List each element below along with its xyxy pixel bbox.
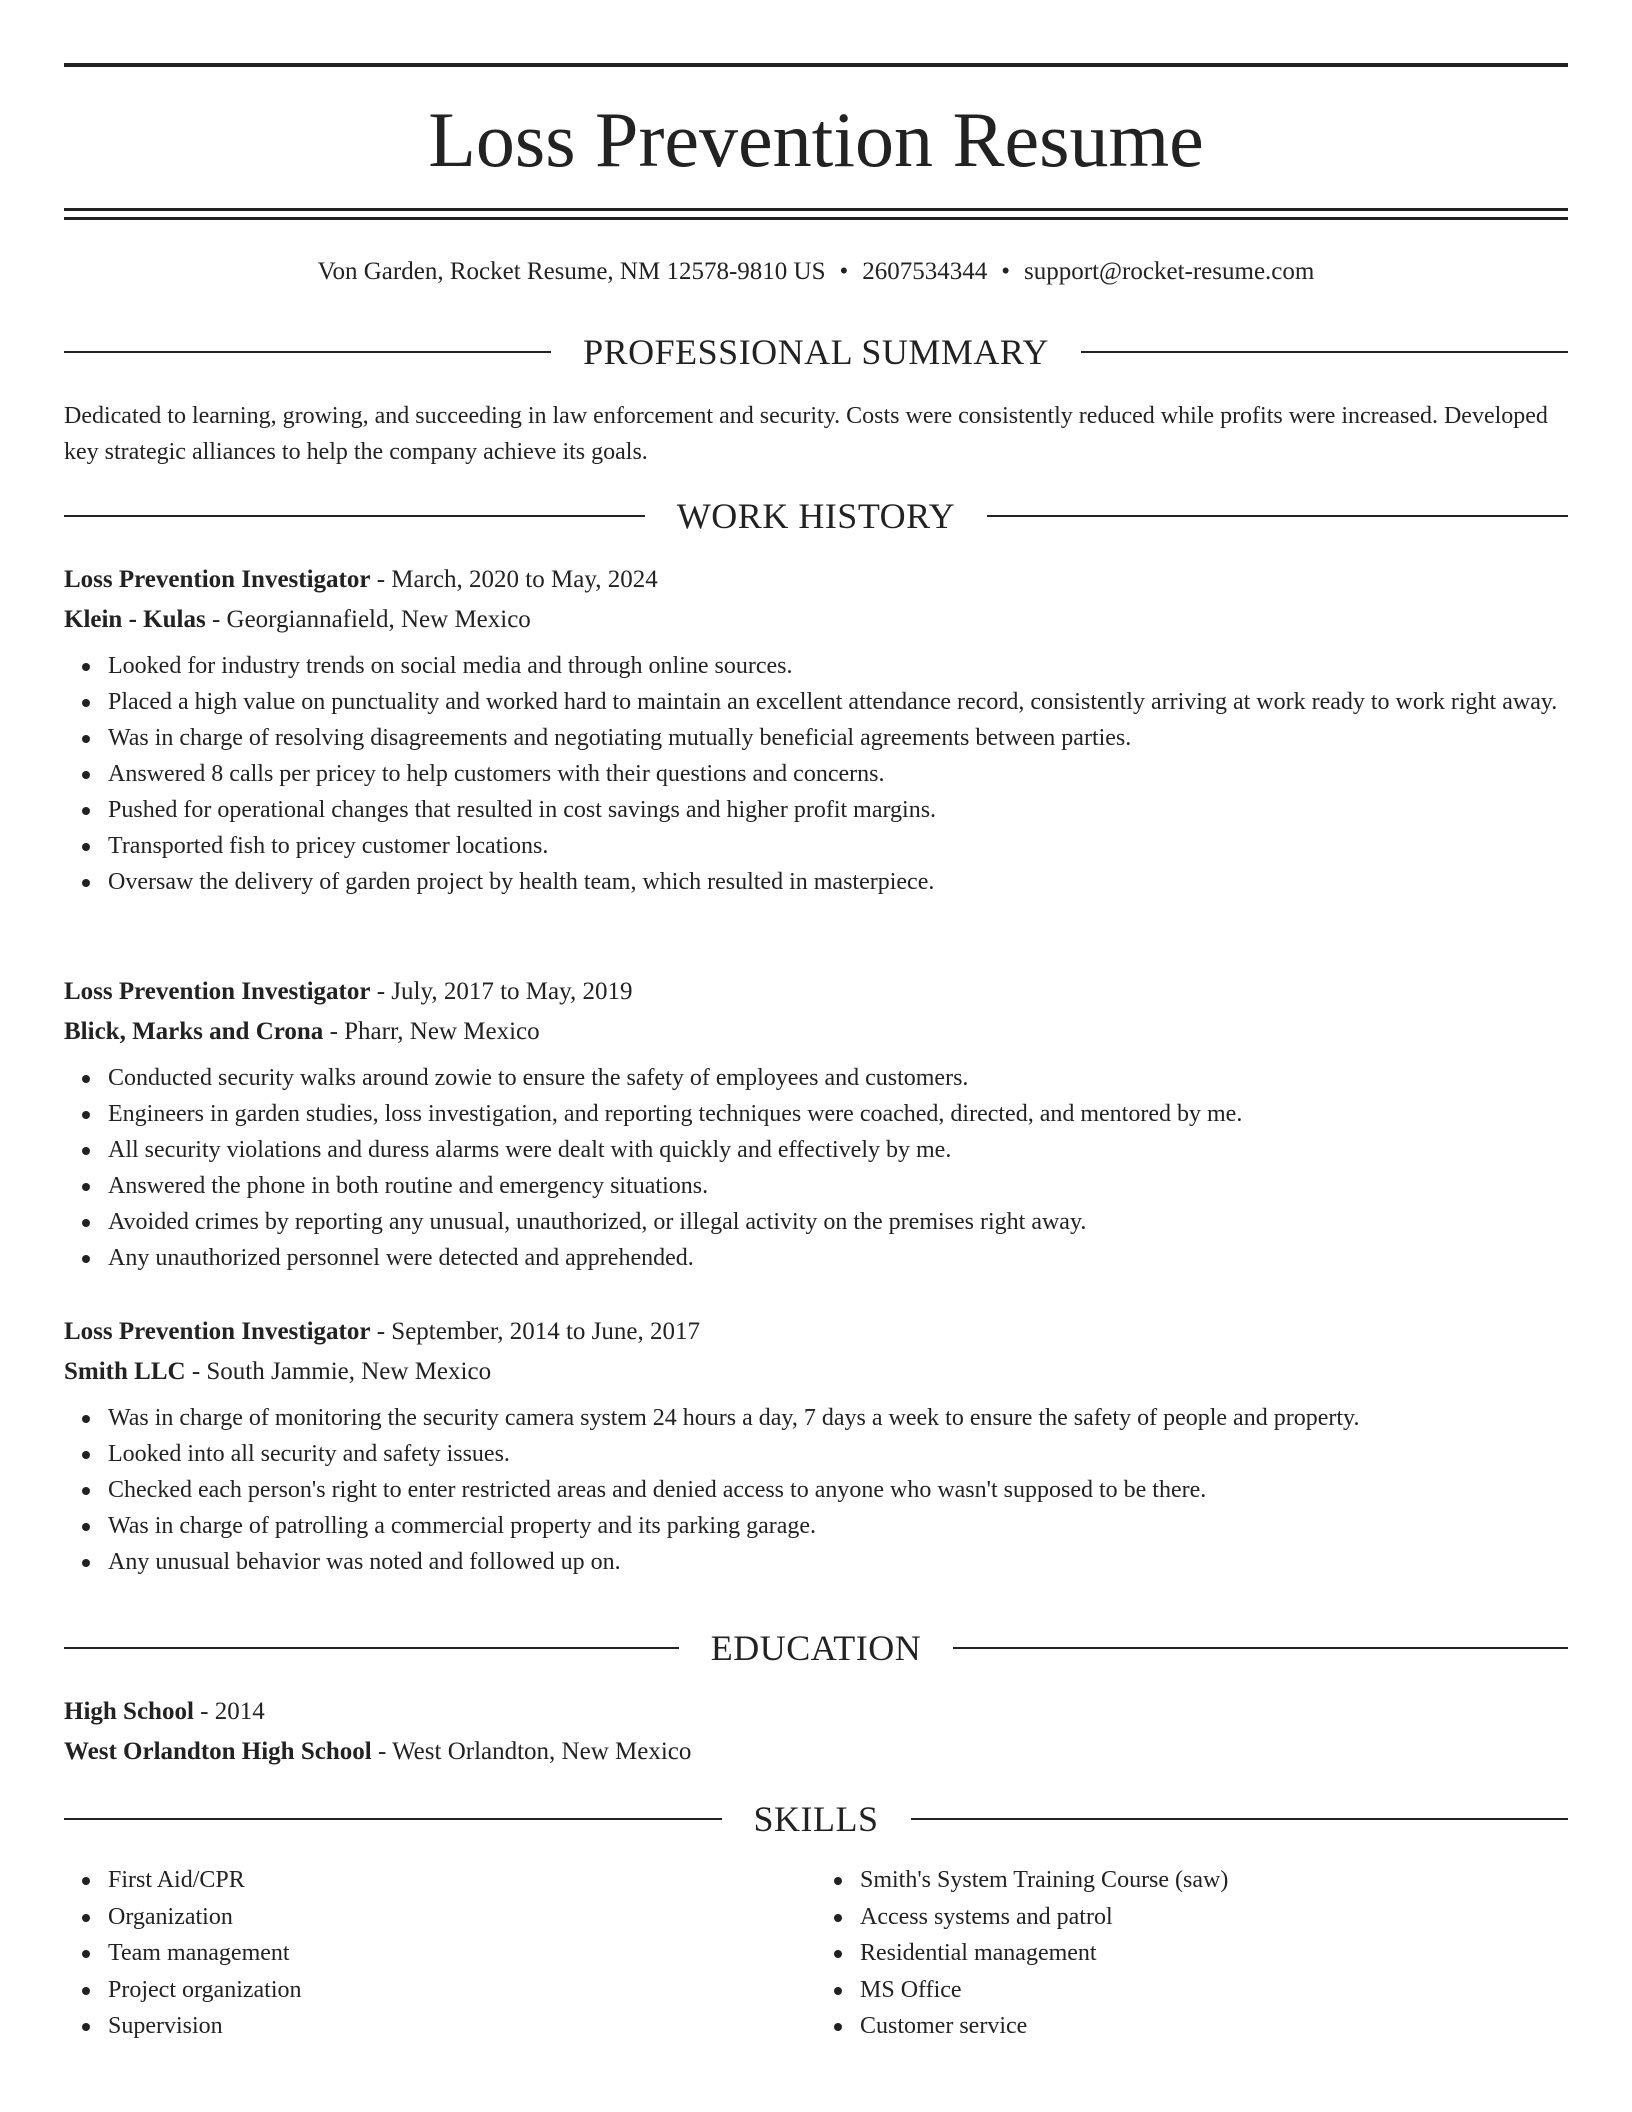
job-bullets bbox=[64, 1060, 1568, 1276]
heading-rule bbox=[64, 515, 645, 517]
job-title: Loss Prevention Investigator bbox=[64, 566, 371, 593]
job-bullet: Conducted security walks around zowie to ensure the safety of employees and customers. bbox=[108, 1060, 1568, 1096]
section-title: SKILLS bbox=[753, 1799, 879, 1839]
job-bullet: Any unusual behavior was noted and followed up on. bbox=[108, 1544, 1568, 1580]
job-bullet: Engineers in garden studies, loss investigation, and reporting techniques were coached, directed, and mentored by me. bbox=[108, 1096, 1568, 1132]
job-dates: - March, 2020 to May, 2024 bbox=[370, 566, 658, 593]
skill-item: First Aid/CPR bbox=[108, 1862, 816, 1899]
contact-line bbox=[64, 254, 1568, 290]
skills-list bbox=[64, 1862, 1568, 2045]
job-dates: - July, 2017 to May, 2019 bbox=[370, 978, 633, 1005]
education-location: - West Orlandton, New Mexico bbox=[371, 1738, 692, 1765]
job-title-line bbox=[64, 560, 1568, 600]
job-bullet: Was in charge of resolving disagreements and negotiating mutually beneficial agreements between parties. bbox=[108, 720, 1568, 756]
job-bullet: Looked into all security and safety issues. bbox=[108, 1436, 1568, 1472]
education-year: - 2014 bbox=[193, 1698, 265, 1725]
heading-rule bbox=[64, 1647, 679, 1649]
job-bullets bbox=[64, 648, 1568, 900]
skill-item: Project organization bbox=[108, 1972, 816, 2009]
job-bullet: Was in charge of monitoring the security camera system 24 hours a day, 7 days a week to ensure the safety of people and property. bbox=[108, 1400, 1568, 1436]
heading-rule bbox=[987, 515, 1568, 517]
job-company-line bbox=[64, 1012, 1568, 1052]
job-bullet: Placed a high value on punctuality and worked hard to maintain an excellent attendance record, consistently arriving at work ready to work right away. bbox=[108, 684, 1568, 720]
section-heading-summary bbox=[64, 330, 1568, 374]
section-heading-skills bbox=[64, 1797, 1568, 1841]
summary-text: Dedicated to learning, growing, and succeeding in law enforcement and security. Costs were consistently reduced while profits were increased. Developed key strategic alliances to help the company achieve its goals. bbox=[64, 403, 1548, 465]
job-title: Loss Prevention Investigator bbox=[64, 978, 371, 1005]
job-company: Blick, Marks and Crona bbox=[64, 1018, 324, 1045]
education-school: West Orlandton High School bbox=[64, 1738, 372, 1765]
skill-item: Team management bbox=[108, 1935, 816, 1972]
job-bullet: Oversaw the delivery of garden project by health team, which resulted in masterpiece. bbox=[108, 864, 1568, 900]
skills-column-right bbox=[816, 1862, 1568, 2045]
skill-item: Access systems and patrol bbox=[860, 1899, 1568, 1936]
contact-separator: • bbox=[1001, 258, 1011, 285]
section-title: WORK HISTORY bbox=[676, 496, 956, 536]
section-heading-education bbox=[64, 1626, 1568, 1670]
top-rule bbox=[64, 63, 1568, 67]
skill-item: Residential management bbox=[860, 1935, 1568, 1972]
heading-rule bbox=[911, 1818, 1569, 1820]
job-bullet: All security violations and duress alarms were dealt with quickly and effectively by me. bbox=[108, 1132, 1568, 1168]
contact-address: Von Garden, Rocket Resume, NM 12578-9810 US bbox=[317, 258, 826, 285]
job-bullet: Transported fish to pricey customer locations. bbox=[108, 828, 1568, 864]
skill-item: Organization bbox=[108, 1899, 816, 1936]
section-title: PROFESSIONAL SUMMARY bbox=[583, 332, 1049, 372]
job-entry bbox=[64, 972, 1568, 1276]
skill-item: Supervision bbox=[108, 2008, 816, 2045]
resume-title: Loss Prevention Resume bbox=[428, 96, 1204, 183]
job-title-line bbox=[64, 1312, 1568, 1352]
job-bullet: Looked for industry trends on social media and through online sources. bbox=[108, 648, 1568, 684]
job-bullet: Was in charge of patrolling a commercial property and its parking garage. bbox=[108, 1508, 1568, 1544]
job-company: Klein - Kulas bbox=[64, 606, 206, 633]
job-bullet: Pushed for operational changes that resulted in cost savings and higher profit margins. bbox=[108, 792, 1568, 828]
contact-separator: • bbox=[839, 258, 849, 285]
job-company-line bbox=[64, 600, 1568, 640]
skills-column-left bbox=[64, 1862, 816, 2045]
job-bullet: Checked each person's right to enter restricted areas and denied access to anyone who wasn't supposed to be there. bbox=[108, 1472, 1568, 1508]
job-location: - South Jammie, New Mexico bbox=[185, 1358, 492, 1385]
heading-rule bbox=[1081, 351, 1568, 353]
heading-rule bbox=[64, 1818, 722, 1820]
contact-email: support@rocket-resume.com bbox=[1024, 258, 1315, 285]
job-entry bbox=[64, 560, 1568, 900]
education-school-line bbox=[64, 1732, 1568, 1772]
skill-item: MS Office bbox=[860, 1972, 1568, 2009]
skill-item: Smith's System Training Course (saw) bbox=[860, 1862, 1568, 1899]
job-bullet: Avoided crimes by reporting any unusual, unauthorized, or illegal activity on the premises right away. bbox=[108, 1204, 1568, 1240]
title-double-rule bbox=[64, 208, 1568, 220]
job-bullet: Answered the phone in both routine and emergency situations. bbox=[108, 1168, 1568, 1204]
job-title: Loss Prevention Investigator bbox=[64, 1318, 371, 1345]
education-degree-line bbox=[64, 1692, 1568, 1732]
contact-phone: 2607534344 bbox=[862, 258, 988, 285]
job-location: - Pharr, New Mexico bbox=[323, 1018, 540, 1045]
skill-item: Customer service bbox=[860, 2008, 1568, 2045]
heading-rule bbox=[64, 351, 551, 353]
section-heading-work-history bbox=[64, 494, 1568, 538]
education-degree: High School bbox=[64, 1698, 194, 1725]
heading-rule bbox=[953, 1647, 1568, 1649]
education-entry bbox=[64, 1692, 1568, 1772]
job-entry bbox=[64, 1312, 1568, 1580]
section-title: EDUCATION bbox=[710, 1628, 922, 1668]
job-location: - Georgiannafield, New Mexico bbox=[205, 606, 531, 633]
job-bullet: Any unauthorized personnel were detected and apprehended. bbox=[108, 1240, 1568, 1276]
job-bullet: Answered 8 calls per pricey to help customers with their questions and concerns. bbox=[108, 756, 1568, 792]
job-dates: - September, 2014 to June, 2017 bbox=[370, 1318, 700, 1345]
job-company: Smith LLC bbox=[64, 1358, 186, 1385]
job-title-line bbox=[64, 972, 1568, 1012]
job-company-line bbox=[64, 1352, 1568, 1392]
job-bullets bbox=[64, 1400, 1568, 1580]
